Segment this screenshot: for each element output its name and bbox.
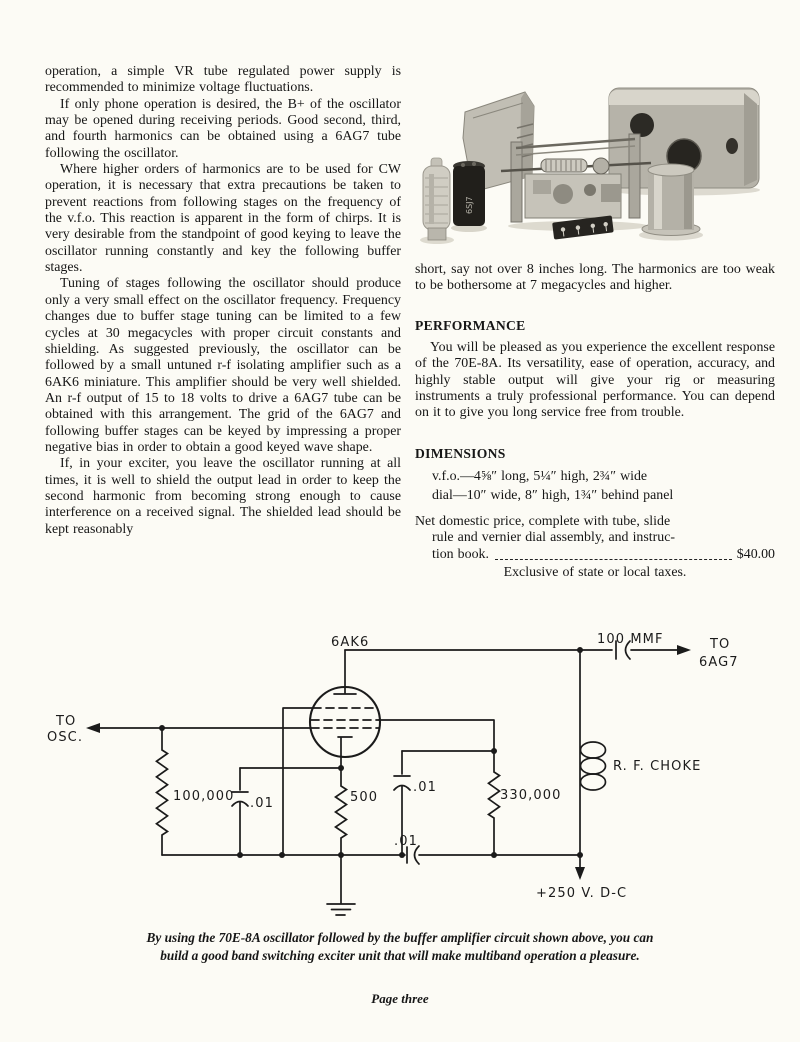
terminal-strip	[552, 215, 614, 239]
schematic-drawing	[0, 620, 800, 920]
screen-resistor-label: 330,000	[500, 788, 562, 803]
junction-dots	[159, 647, 583, 858]
price-line: Net domestic price, complete with tube, slide	[415, 513, 671, 529]
grid-resistor	[157, 728, 168, 855]
body-paragraph: If, in your exciter, you leave the oscillator running at all times, it is well to shield the output lead in order to keep the second harmonic from becoming strong enough to cause interference on a received signal. The shielded lead should be kept reasonably	[45, 456, 401, 537]
choke-loop	[581, 742, 606, 758]
cathode-resistor	[336, 768, 347, 855]
price-line: rule and vernier dial assembly, and instruc-	[432, 530, 676, 546]
grid-resistor-label: 100,000	[173, 789, 235, 804]
choke-label: R. F. CHOKE	[613, 759, 702, 774]
to-osc-label-2: OSC.	[47, 730, 84, 745]
tax-note: Exclusive of state or local taxes.	[503, 564, 687, 580]
suppressor-return-wire	[283, 708, 313, 855]
choke-loop	[581, 758, 606, 774]
cathode-cap-label: .01	[250, 796, 274, 811]
dimension-line: v.f.o.—4⅝″ long, 5¼″ high, 2¾″ wide	[432, 469, 648, 485]
coupling-cap-label: 100 MMF	[597, 632, 664, 647]
to-6ag7-label-2: 6AG7	[699, 655, 739, 670]
dimension-line: dial—10″ wide, 8″ high, 1¾″ behind panel	[432, 487, 674, 503]
tuning-mechanism	[501, 134, 651, 231]
to-osc-label-1: TO	[56, 714, 77, 729]
price-line-with-leader	[415, 547, 775, 563]
worm-gear	[541, 159, 587, 172]
product-photo	[413, 76, 775, 258]
to-6ag7-label-1: TO	[710, 637, 731, 652]
cathode-resistor-label: 500	[350, 790, 379, 805]
dimension-lines	[415, 468, 775, 505]
performance-paragraph: You will be pleased as you experience the excellent response of the 70E-8A. Its versatility, ease of operation, accuracy, and highly stable output will give your rig or measuring instruments a truly professional performance. You can depend on it to give you long service free from trouble.	[415, 340, 775, 421]
dimensions-heading: DIMENSIONS	[415, 445, 506, 461]
continuation-paragraph: short, say not over 8 inches long. The harmonics are too weak to be bothersome at 7 megacycles and higher.	[415, 262, 775, 294]
price-line-text: tion book.	[432, 546, 489, 562]
body-paragraph: Where higher orders of harmonics are to be used for CW operation, it is necessary that extra precautions be taken to prevent reactions from following stages on the frequency of the v.f.o. This reaction is apparent in the form of chirps. It is very desirable from the standpoint of good keying to leave the oscillator running constantly and key the following buffer stages.	[45, 162, 401, 276]
tube-type-label: 6SJ7	[465, 196, 474, 214]
screen-wire	[379, 720, 494, 751]
metal-tube	[451, 161, 487, 232]
ground-symbol	[327, 855, 355, 915]
screen-resistor	[489, 751, 500, 855]
body-paragraph: Tuning of stages following the oscillator should produce only a very small effect on the oscillator frequency. Frequency changes due to buffer stage tuning can be limited to a few cycles at 30 megacycles with proper circuit constants and shielding. As suggested previously, the oscillator can be followed by a small untuned r-f isolating amplifier such as a 6AK6 miniature. This amplifier should be very well shielded. An r-f output of 15 to 18 volts to drive a 6AG7 tube can be obtained with this arrangement. The grid of the 6AG7 and following buffer stages can be keyed by impressing a proper negative bias in order to obtain a good keyed wave shape.	[45, 276, 401, 455]
performance-heading: PERFORMANCE	[415, 317, 526, 333]
shield-can	[639, 164, 703, 241]
tube-cathode	[338, 737, 352, 768]
body-paragraph: operation, a simple VR tube regulated power supply is recommended to minimize voltage fluctuations.	[45, 64, 401, 96]
body-paragraph: If only phone operation is desired, the B+ of the oscillator may be opened during receiving periods. Good second, third, and fourth harmonics can be obtained using a 6AG7 tube following the oscillator.	[45, 96, 401, 161]
price-block	[415, 514, 775, 581]
supply-cap-label: .01	[394, 834, 418, 849]
cabinet-hole-side	[726, 138, 738, 154]
tube-label: 6AK6	[331, 635, 370, 650]
cabinet-hole-small	[630, 113, 654, 137]
supply-label: +250 V. D-C	[536, 886, 628, 901]
supply-arrow	[575, 867, 585, 880]
page-number: Page three	[371, 991, 429, 1006]
left-text-column	[45, 64, 401, 538]
glass-tube	[420, 158, 454, 244]
choke-loop	[581, 774, 606, 790]
buffer-amplifier-schematic	[0, 620, 800, 920]
price-amount: $40.00	[736, 546, 775, 562]
right-text-column	[415, 262, 775, 581]
screen-cap-label: .01	[413, 780, 437, 795]
tube-envelope	[310, 687, 380, 757]
cathode-bypass-cap	[232, 768, 248, 855]
figure-caption: By using the 70E-8A oscillator followed by the buffer amplifier circuit shown above, you can build a good band switching exciter unit that will make multiband operation a pleasure.	[146, 930, 654, 963]
to-6ag7-arrow	[677, 645, 691, 655]
dotted-leader	[495, 547, 732, 560]
photo-illustration	[413, 76, 775, 258]
to-osc-arrow	[86, 723, 100, 733]
